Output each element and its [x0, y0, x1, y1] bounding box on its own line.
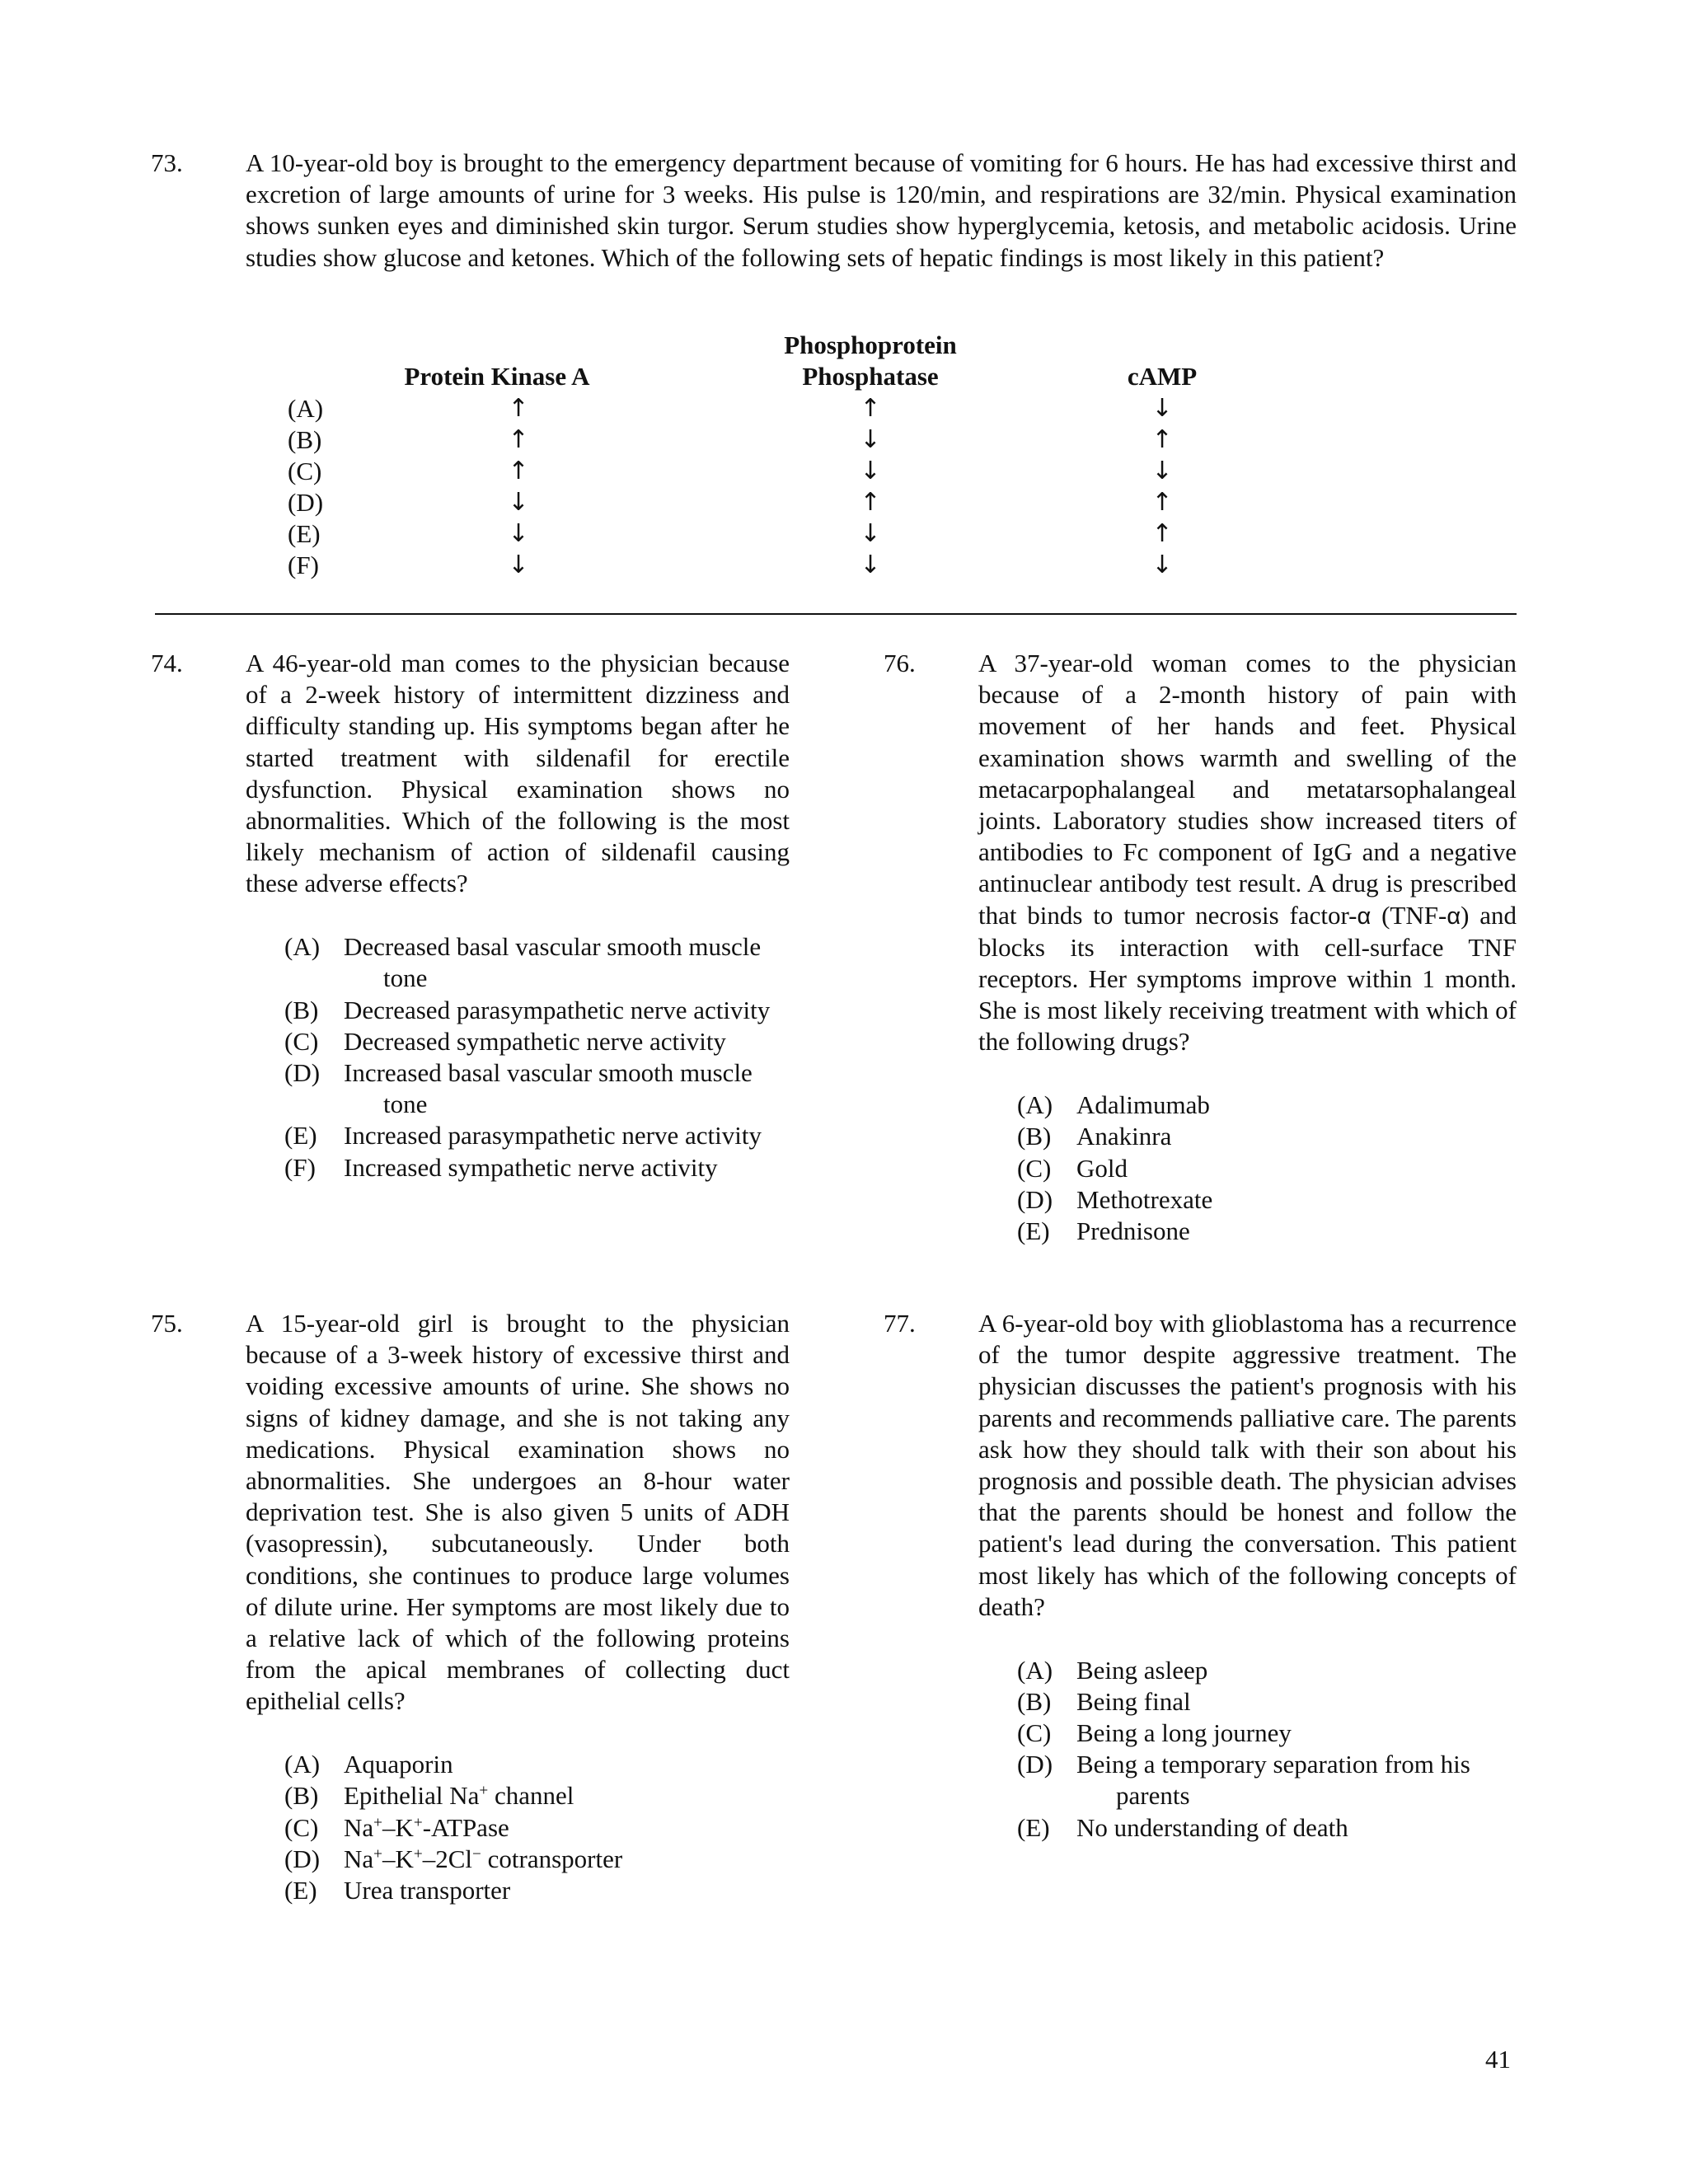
- option-text: Prednisone: [1076, 1216, 1190, 1245]
- option-letter: (C): [284, 1812, 319, 1842]
- arrow-pka: ↓: [508, 519, 529, 548]
- option-letter: (A): [284, 1750, 321, 1779]
- column-header-phosphoprotein: Phosphoprotein: [784, 330, 957, 359]
- answer-option: [284, 1875, 790, 1906]
- option-text: [344, 1844, 790, 1875]
- stem-text: ) and blocks its interaction with cell-surface TNF receptors. Her symptoms improve within 1 month. She is most likely receiving treatment with which of the following drugs?: [978, 900, 1517, 1057]
- option-letter: (B): [284, 1781, 319, 1811]
- column-header-phosphatase: Phosphatase: [802, 362, 939, 391]
- arrow-phosphatase: ↑: [860, 488, 881, 517]
- superscript: −: [472, 1845, 481, 1863]
- option-text: Being final: [1076, 1686, 1191, 1716]
- option-letter: (D): [1017, 1184, 1053, 1214]
- option-text: Urea transporter: [344, 1875, 511, 1905]
- question-number: 76.: [884, 649, 916, 677]
- arrow-pka: ↑: [508, 457, 529, 485]
- question-number: 74.: [151, 649, 183, 677]
- question-stem: A 15-year-old girl is brought to the physician because of a 3-week history of excessive thirst and voiding excessive amounts of urine. She shows no signs of kidney damage, and she is not taking any medications. Physical examination shows no abnormalities. She undergoes an 8-hour water deprivation test. She is also given 5 units of ADH (vasopressin), subcutaneously. Under both conditions, she continues to produce large volumes of dilute urine. Her symptoms are most likely due to a relative lack of which of the following proteins from the apical membranes of collecting duct epithelial cells?: [246, 1309, 790, 1716]
- alpha-symbol: α: [1447, 902, 1461, 930]
- option-letter: (A): [1017, 1090, 1053, 1120]
- option-label: (D): [288, 488, 324, 517]
- arrow-pka: ↑: [508, 394, 529, 423]
- superscript: +: [479, 1782, 489, 1800]
- option-text: Decreased basal vascular smooth muscle tone: [344, 932, 762, 993]
- table-row: [151, 393, 1517, 424]
- option-letter: (B): [1017, 1686, 1052, 1716]
- option-letter: (E): [1017, 1216, 1050, 1245]
- answer-option: [284, 1120, 790, 1151]
- section-divider: [155, 613, 1517, 615]
- text-part: -ATPase: [422, 1812, 509, 1842]
- answer-option: [1017, 1718, 1517, 1749]
- option-letter: (A): [1017, 1655, 1053, 1685]
- answer-option: [284, 931, 790, 994]
- option-text: Gold: [1076, 1153, 1128, 1183]
- option-text: Anakinra: [1076, 1122, 1172, 1151]
- arrow-camp: ↑: [1151, 519, 1173, 548]
- arrow-camp: ↑: [1151, 425, 1173, 454]
- question-stem: A 10-year-old boy is brought to the emergency department because of vomiting for 6 hours. He has had excessive thirst and excretion of large amounts of urine for 3 weeks. His pulse is 120/min, and respirations are 32/min. Physical examination shows sunken eyes and diminished skin turgor. Serum studies show hyperglycemia, ketosis, and metabolic acidosis. Urine studies show glucose and ketones. Which of the following sets of hepatic findings is most likely in this patient?: [246, 148, 1517, 272]
- option-letter: (C): [1017, 1718, 1052, 1747]
- question-77: [884, 1308, 1517, 1844]
- table-row: [151, 550, 1517, 581]
- option-text: Decreased sympathetic nerve activity: [344, 1026, 726, 1056]
- arrow-camp: ↓: [1151, 551, 1173, 579]
- option-text: [344, 1812, 790, 1844]
- answer-options: [284, 1749, 790, 1906]
- arrow-phosphatase: ↑: [860, 394, 881, 423]
- superscript: +: [413, 1813, 423, 1831]
- answer-option: [284, 1749, 790, 1780]
- answer-option: [1017, 1121, 1517, 1152]
- question-73: [151, 148, 1517, 579]
- answer-option: [1017, 1749, 1517, 1811]
- answer-option: [284, 1026, 790, 1057]
- answer-table: [151, 328, 1517, 583]
- question-number: 77.: [884, 1309, 916, 1338]
- question-stem: A 6-year-old boy with glioblastoma has a recurrence of the tumor despite aggressive treatment. The physician discusses the patient's prognosis with his parents and recommends palliative care. The parents ask how they should talk with their son about his prognosis and possible death. The physician advises that the parents should be honest and follow the patient's lead during the conversation. This patient most likely has which of the following concepts of death?: [978, 1309, 1517, 1621]
- answer-options: [284, 931, 790, 1183]
- arrow-pka: ↑: [508, 425, 529, 454]
- option-text: Increased basal vascular smooth muscle tone: [344, 1057, 753, 1119]
- column-header-protein-kinase-a: Protein Kinase A: [404, 362, 590, 391]
- question-number: 75.: [151, 1309, 183, 1338]
- arrow-phosphatase: ↓: [860, 551, 881, 579]
- question-stem: A 46-year-old man comes to the physician because of a 2-week history of intermittent dizziness and difficulty standing up. His symptoms began after he started treatment with sildenafil for erectile dysfunction. Physical examination shows no abnormalities. Which of the following is the most likely mechanism of action of sildenafil causing these adverse effects?: [246, 649, 790, 898]
- question-74: [151, 648, 790, 1183]
- arrow-camp: ↑: [1151, 488, 1173, 517]
- arrow-camp: ↓: [1151, 394, 1173, 423]
- text-part: Epithelial Na: [344, 1781, 480, 1811]
- text-part: –2Cl: [422, 1844, 473, 1873]
- answer-option: [1017, 1812, 1517, 1844]
- option-label: (B): [288, 425, 322, 454]
- stem-text: A 37-year-old woman comes to the physician because of a 2-month history of pain with movement of her hands and feet. Physical examination shows warmth and swelling of the metacarpophalangeal and metatarsophalangeal joints. Laboratory studies show increased titers of antibodies to Fc component of IgG and a negative antinuclear antibody test result. A drug is prescribed that binds to tumor necrosis factor-: [978, 649, 1517, 930]
- superscript: +: [373, 1813, 382, 1831]
- text-part: Na: [344, 1844, 374, 1873]
- option-letter: (D): [1017, 1750, 1053, 1779]
- option-letter: (C): [1017, 1153, 1052, 1183]
- answer-option: [284, 1812, 790, 1844]
- arrow-phosphatase: ↓: [860, 519, 881, 548]
- option-letter: (D): [284, 1844, 321, 1873]
- answer-option: [284, 1057, 790, 1120]
- text-part: cotransporter: [481, 1844, 623, 1873]
- arrow-pka: ↓: [508, 551, 529, 579]
- option-text: Increased parasympathetic nerve activity: [344, 1121, 762, 1151]
- superscript: +: [373, 1845, 382, 1863]
- answer-option: [1017, 1184, 1517, 1216]
- option-label: (E): [288, 519, 321, 548]
- question-number: 73.: [151, 148, 183, 177]
- option-letter: (E): [284, 1875, 317, 1905]
- option-text: Being a long journey: [1076, 1718, 1292, 1747]
- option-text: No understanding of death: [1076, 1812, 1348, 1842]
- option-label: (C): [288, 457, 322, 485]
- option-text: Adalimumab: [1076, 1090, 1210, 1120]
- option-letter: (B): [284, 995, 319, 1024]
- question-stem: [978, 648, 1517, 1058]
- question-75: [151, 1308, 790, 1906]
- superscript: +: [413, 1845, 423, 1863]
- answer-option: [1017, 1090, 1517, 1121]
- option-letter: (C): [284, 1026, 319, 1056]
- arrow-phosphatase: ↓: [860, 457, 881, 485]
- option-text: Decreased parasympathetic nerve activity: [344, 995, 771, 1024]
- option-letter: (B): [1017, 1122, 1052, 1151]
- answer-option: [1017, 1655, 1517, 1686]
- option-letter: (E): [284, 1121, 317, 1151]
- option-letter: (D): [284, 1057, 321, 1087]
- arrow-camp: ↓: [1151, 457, 1173, 485]
- option-text: Methotrexate: [1076, 1184, 1213, 1214]
- answer-option: [284, 1152, 790, 1183]
- option-letter: (F): [284, 1152, 316, 1182]
- text-part: –K: [382, 1812, 414, 1842]
- option-label: (F): [288, 551, 319, 579]
- text-part: Na: [344, 1812, 374, 1842]
- alpha-symbol: α: [1357, 902, 1372, 930]
- answer-option: [284, 1780, 790, 1811]
- table-row: [151, 424, 1517, 456]
- text-part: channel: [488, 1781, 574, 1811]
- option-text: Increased sympathetic nerve activity: [344, 1152, 718, 1182]
- option-text: Aquaporin: [344, 1750, 453, 1779]
- answer-option: [1017, 1153, 1517, 1184]
- arrow-pka: ↓: [508, 488, 529, 517]
- option-letter: (E): [1017, 1812, 1050, 1842]
- question-76: [884, 648, 1517, 1247]
- column-header-camp: cAMP: [1127, 362, 1198, 391]
- answer-option: [284, 995, 790, 1026]
- answer-option: [1017, 1216, 1517, 1247]
- stem-text: (TNF-: [1371, 900, 1447, 930]
- table-row: [151, 487, 1517, 518]
- arrow-phosphatase: ↓: [860, 425, 881, 454]
- table-row: [151, 518, 1517, 550]
- option-text: [344, 1780, 790, 1811]
- option-label: (A): [288, 394, 324, 423]
- text-part: –K: [382, 1844, 414, 1873]
- answer-options: [1017, 1090, 1517, 1247]
- page-number: 41: [1485, 2045, 1511, 2074]
- table-row: [151, 456, 1517, 487]
- answer-options: [1017, 1655, 1517, 1844]
- option-text: Being a temporary separation from his parents: [1076, 1750, 1470, 1811]
- answer-option: [284, 1844, 790, 1875]
- option-text: Being asleep: [1076, 1655, 1208, 1685]
- option-letter: (A): [284, 932, 321, 962]
- answer-option: [1017, 1686, 1517, 1718]
